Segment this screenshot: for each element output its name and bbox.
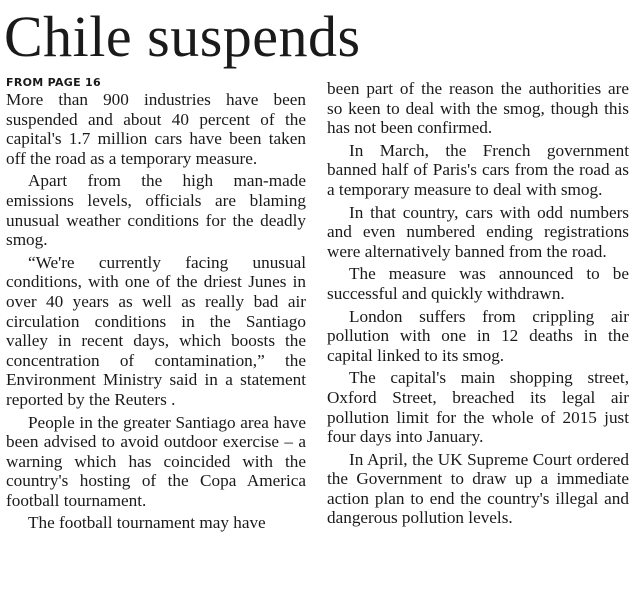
paragraph: More than 900 industries have been suspended and about 40 percent of the capital's 1.7 million cars have been taken off the road as a temporary measure. [6,90,306,168]
article-column-left [6,76,306,533]
article-column-right [327,79,629,528]
paragraph: been part of the reason the authorities are so keen to deal with the smog, though this has not been confirmed. [327,79,629,138]
paragraph: In April, the UK Supreme Court ordered the Government to draw up a immediate action plan to end the country's illegal and dangerous pollution levels. [327,449,629,528]
paragraph: People in the greater Santiago area have been advised to avoid outdoor exercise – a warning which has coincided with the country's hosting of the Copa America football tournament. [6,412,306,510]
paragraph: The football tournament may have [28,513,266,533]
paragraph: In March, the French government banned half of Paris's cars from the road as a temporary measure to deal with smog. [327,140,629,199]
paragraph: In that country, cars with odd numbers and even numbered ending registrations were alternatively banned from the road. [327,202,629,261]
paragraph: Apart from the high man-made emissions levels, officials are blaming unusual weather conditions for the deadly smog. [6,171,306,250]
headline: Chile suspends [4,4,361,69]
from-page-kicker: FROM PAGE 16 [6,76,101,89]
paragraph: The capital's main shopping street, Oxford Street, breached its legal air pollution limit for the whole of 2015 just four days into January. [327,368,629,447]
paragraph: “We're currently facing unusual conditions, with one of the driest Junes in over 40 years as well as really bad air circulation conditions in the Santiago valley in recent days, which boosts the concentration of contamination,” the Environment Ministry said in a statement reported by the Reuters . [6,252,306,409]
paragraph: London suffers from crippling air pollution with one in 12 deaths in the capital linked to its smog. [327,306,629,365]
paragraph: The measure was announced to be successful and quickly withdrawn. [327,264,629,303]
